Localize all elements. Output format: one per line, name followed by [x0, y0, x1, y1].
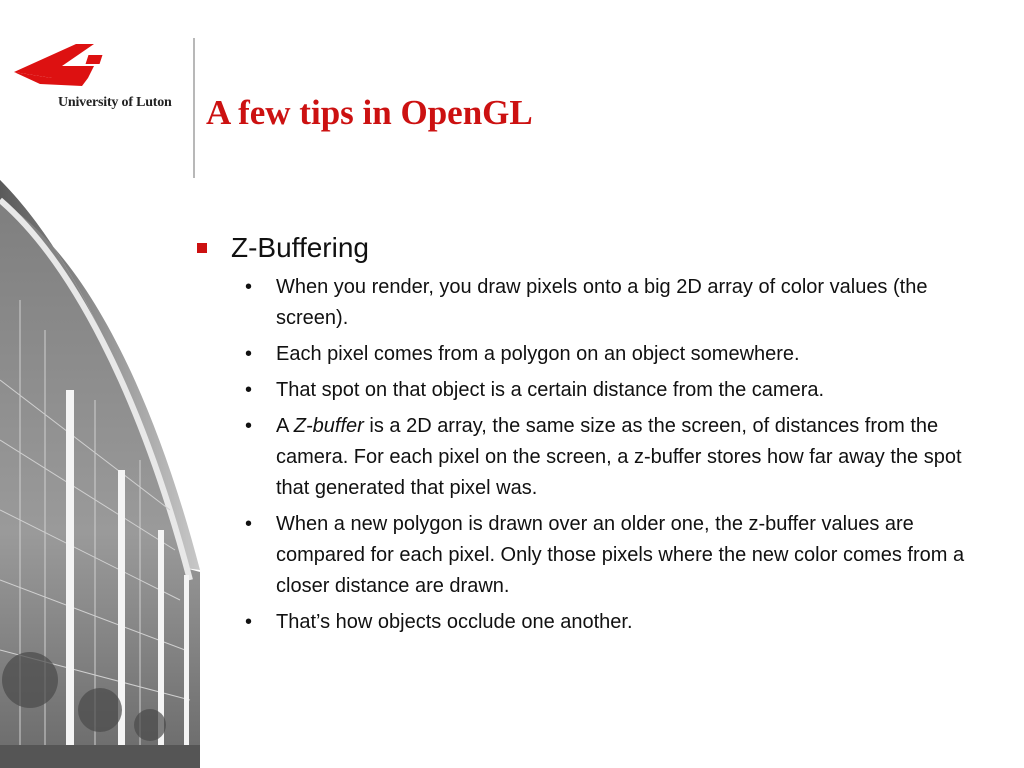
topic-heading — [193, 228, 993, 268]
building-photo — [0, 180, 200, 768]
logo-dot-shape — [86, 55, 103, 64]
slide-content — [193, 228, 993, 643]
bullet-dot-icon: • — [245, 611, 253, 633]
bullet-item — [193, 411, 986, 504]
bullet-text: That’s how objects occlude one another. — [276, 611, 633, 633]
bullet-item — [193, 339, 986, 370]
bullet-dot-icon: • — [245, 379, 253, 401]
slide-title: A few tips in OpenGL — [206, 93, 533, 132]
logo-text: University of Luton — [58, 95, 172, 110]
bullet-text-suffix: is a 2D array, the same size as the screen, of distances from the camera. For each pixel on the screen, a z-buffer stores how far away the spot that generated that pixel was. — [276, 415, 962, 499]
bullet-list — [193, 272, 993, 638]
bullet-text: Each pixel comes from a polygon on an object somewhere. — [276, 343, 800, 365]
bullet-text: When you render, you draw pixels onto a big 2D array of color values (the screen). — [276, 276, 928, 329]
logo-chevron-shape — [14, 44, 94, 78]
bullet-item — [193, 607, 986, 638]
bullet-item — [193, 375, 986, 406]
bullet-emphasis-term: Z-buffer — [293, 415, 364, 437]
header-divider — [193, 38, 195, 178]
bullet-dot-icon: • — [245, 513, 253, 535]
bullet-dot-icon: • — [245, 343, 253, 365]
topic-heading-text: Z-Buffering — [231, 232, 369, 263]
bullet-dot-icon: • — [245, 415, 253, 437]
bullet-text: That spot on that object is a certain distance from the camera. — [276, 379, 825, 401]
bullet-item — [193, 272, 986, 334]
square-bullet-icon — [197, 243, 207, 253]
bullet-text: When a new polygon is drawn over an older one, the z-buffer values are compared for each pixel. Only those pixels where the new color comes from a closer distance are drawn. — [276, 513, 965, 597]
bullet-dot-icon: • — [245, 276, 253, 298]
bullet-item — [193, 509, 986, 602]
bullet-text-prefix: A — [276, 415, 294, 437]
